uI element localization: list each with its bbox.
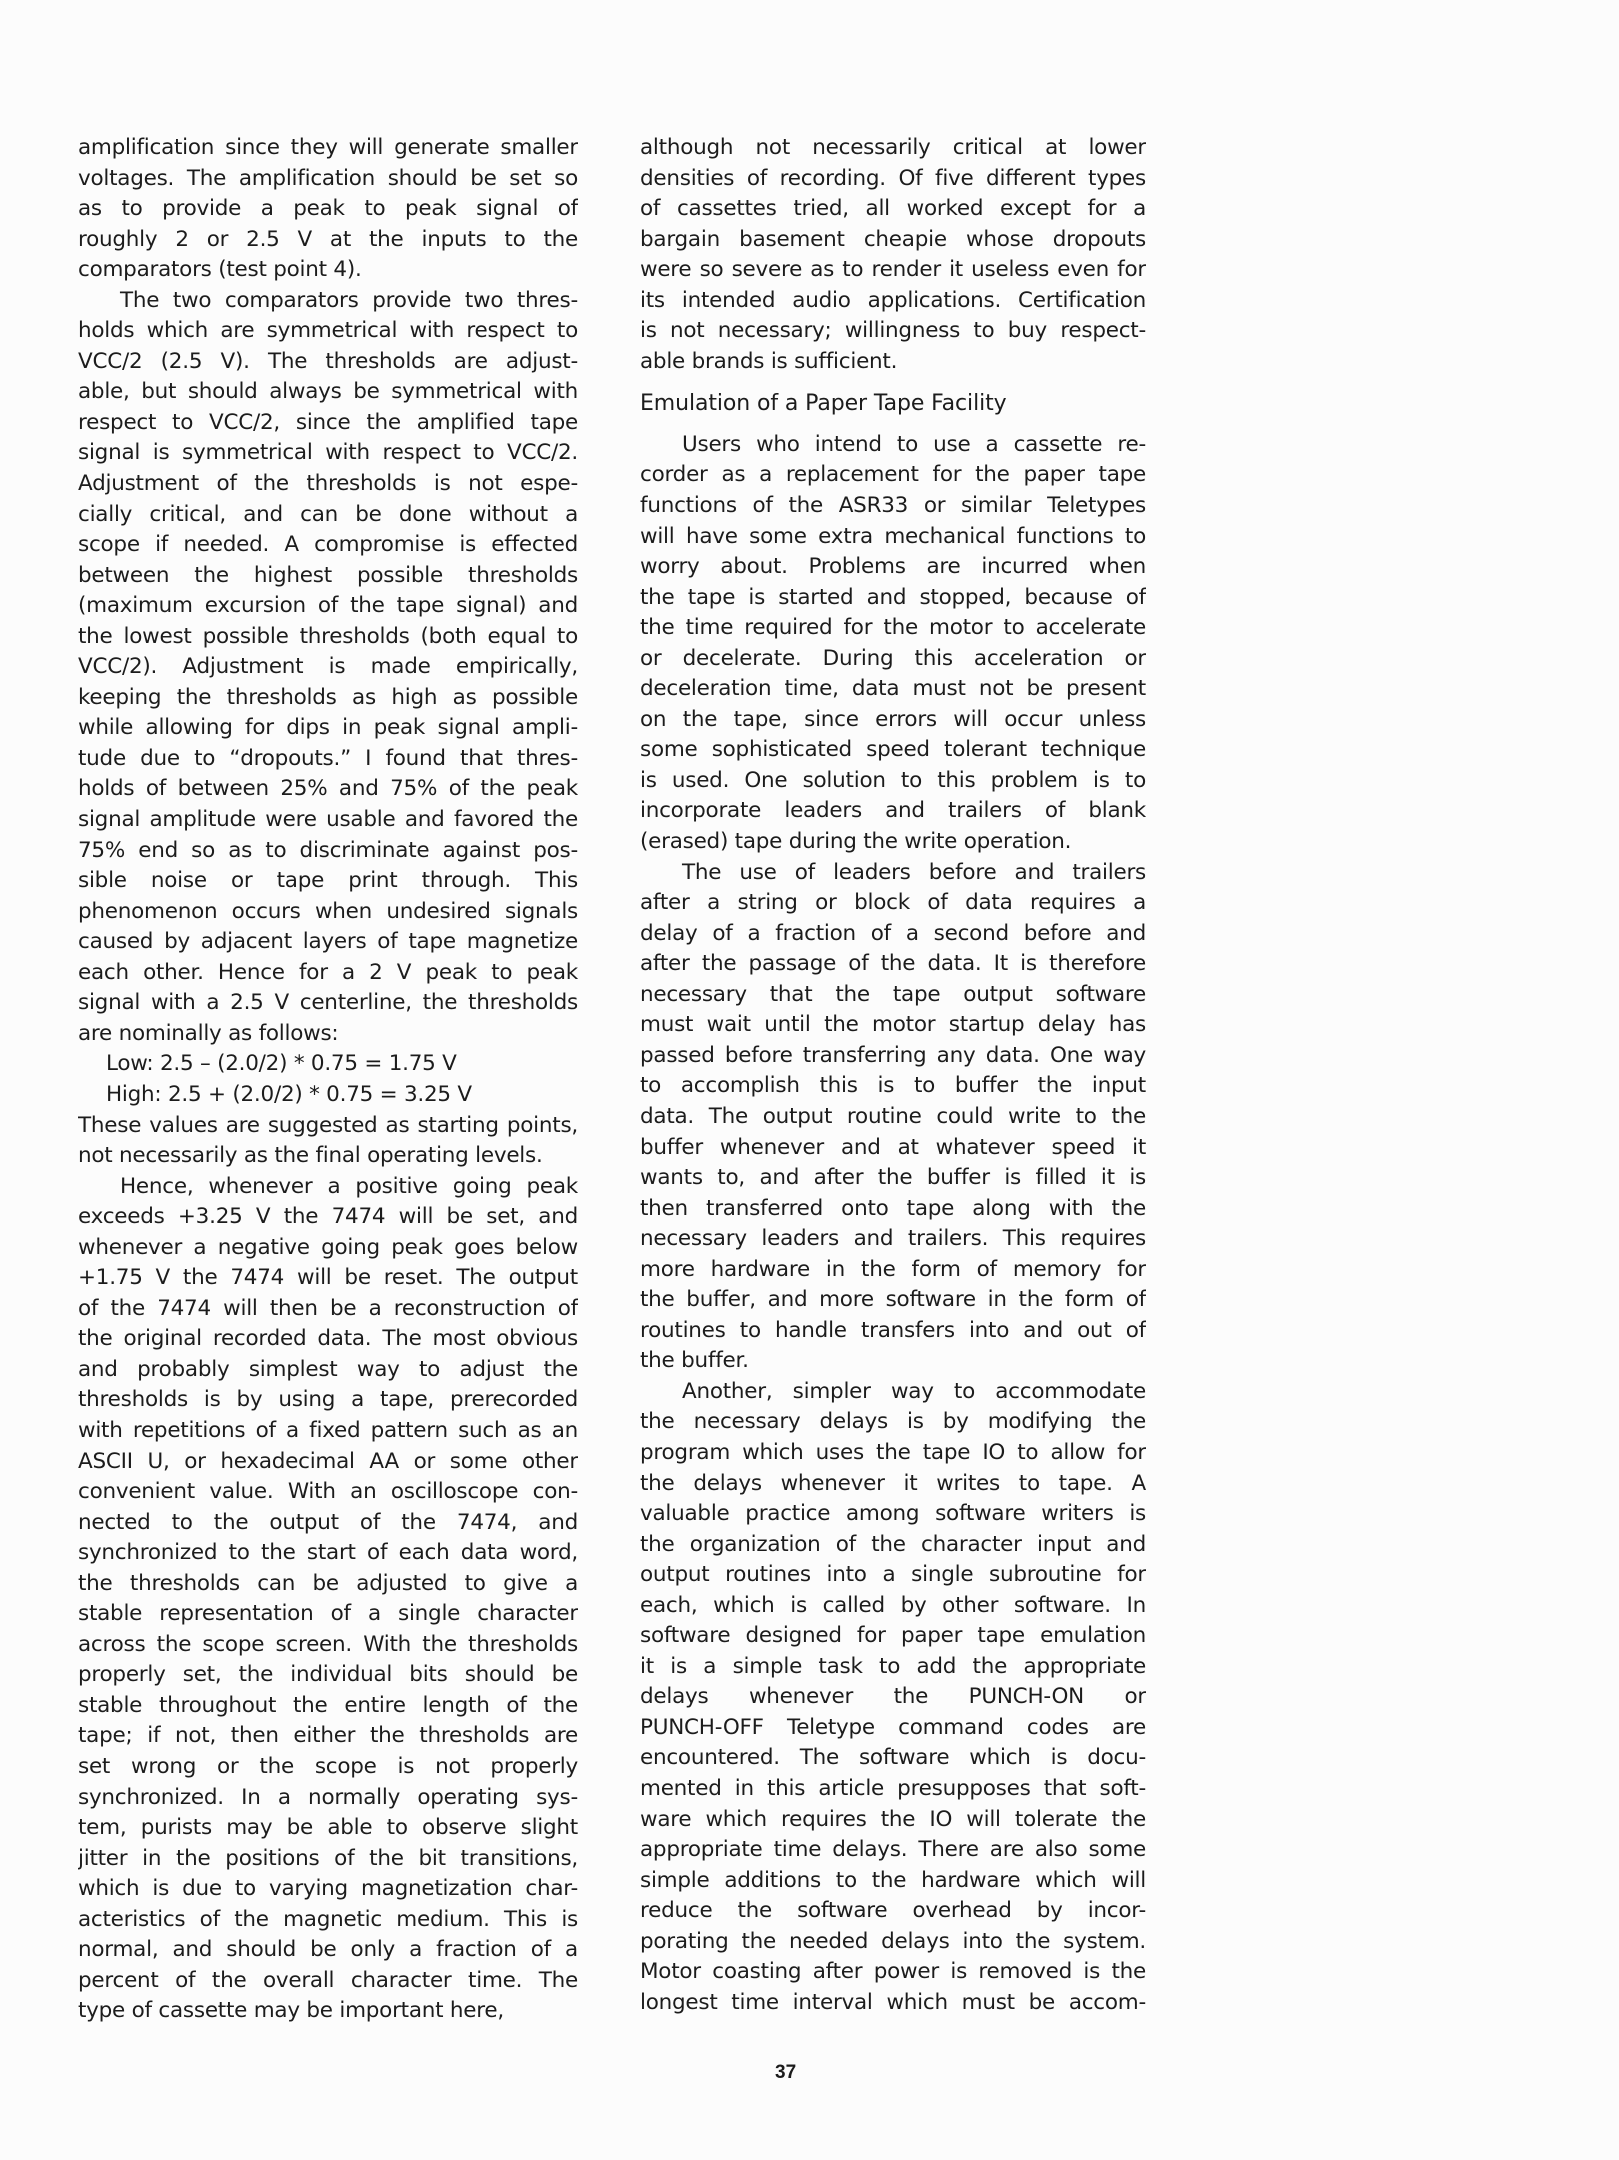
text-line: routines to handle transfers into and out of bbox=[640, 1317, 1146, 1343]
text-line: signal is symmetrical with respect to VCC/2. bbox=[78, 440, 578, 466]
text-line: cially critical, and can be done without a bbox=[78, 501, 578, 527]
text-line: longest time interval which must be accom- bbox=[640, 1989, 1146, 2015]
text-line: the lowest possible thresholds (both equal to bbox=[78, 623, 578, 649]
text-line: the original recorded data. The most obvious bbox=[78, 1326, 578, 1352]
text-line: is not necessary; willingness to buy respect- bbox=[640, 318, 1146, 344]
text-line: more hardware in the form of memory for bbox=[640, 1256, 1146, 1282]
text-line: the necessary delays is by modifying the bbox=[640, 1409, 1146, 1435]
text-line: necessary that the tape output software bbox=[640, 981, 1146, 1007]
text-line: across the scope screen. With the thresholds bbox=[78, 1631, 578, 1657]
text-line: convenient value. With an oscilloscope con- bbox=[78, 1479, 578, 1505]
text-line: holds of between 25% and 75% of the peak bbox=[78, 776, 578, 802]
text-line: appropriate time delays. There are also some bbox=[640, 1837, 1146, 1863]
text-line: output routines into a single subroutine for bbox=[640, 1562, 1146, 1588]
text-line: Adjustment of the thresholds is not espe- bbox=[78, 471, 578, 497]
text-line: will have some extra mechanical functions to bbox=[640, 523, 1146, 549]
text-line: necessary leaders and trailers. This requires bbox=[640, 1226, 1146, 1252]
text-line: or decelerate. During this acceleration or bbox=[640, 645, 1146, 671]
text-line: then transferred onto tape along with the bbox=[640, 1195, 1146, 1221]
text-line: porating the needed delays into the system. bbox=[640, 1928, 1146, 1954]
text-line: on the tape, since errors will occur unless bbox=[640, 706, 1146, 732]
text-line: worry about. Problems are incurred when bbox=[640, 554, 1146, 580]
text-line: amplification since they will generate smaller bbox=[78, 135, 578, 160]
text-line: the delays whenever it writes to tape. A bbox=[640, 1470, 1146, 1496]
text-line: tem, purists may be able to observe slight bbox=[78, 1815, 578, 1841]
text-line: exceeds +3.25 V the 7474 will be set, and bbox=[78, 1204, 578, 1230]
text-line: tude due to “dropouts.” I found that thres- bbox=[78, 745, 578, 771]
formula-line: High: 2.5 + (2.0/2) * 0.75 = 3.25 V bbox=[106, 1081, 472, 1107]
text-line: (maximum excursion of the tape signal) and bbox=[78, 593, 578, 619]
text-line: properly set, the individual bits should be bbox=[78, 1662, 578, 1688]
text-line: are nominally as follows: bbox=[78, 1020, 339, 1046]
text-line: Another, simpler way to accommodate bbox=[682, 1378, 1146, 1404]
text-line: whenever a negative going peak goes below bbox=[78, 1234, 578, 1260]
text-line: type of cassette may be important here, bbox=[78, 1998, 504, 2024]
text-line: not necessarily as the final operating levels. bbox=[78, 1143, 543, 1169]
text-line: buffer whenever and at whatever speed it bbox=[640, 1134, 1146, 1160]
text-line: synchronized. In a normally operating sys- bbox=[78, 1784, 578, 1810]
text-line: program which uses the tape IO to allow for bbox=[640, 1439, 1146, 1465]
text-line: voltages. The amplification should be set so bbox=[78, 165, 578, 191]
text-line: were so severe as to render it useless even for bbox=[640, 257, 1146, 283]
text-line: keeping the thresholds as high as possible bbox=[78, 684, 578, 710]
section-heading: Emulation of a Paper Tape Facility bbox=[640, 391, 1007, 417]
text-line: jitter in the positions of the bit transitions, bbox=[78, 1845, 578, 1871]
text-line: the buffer, and more software in the form of bbox=[640, 1287, 1146, 1313]
text-line: its intended audio applications. Certification bbox=[640, 287, 1146, 313]
text-line: ware which requires the IO will tolerate the bbox=[640, 1806, 1146, 1832]
text-line: comparators (test point 4). bbox=[78, 257, 362, 283]
text-line: roughly 2 or 2.5 V at the inputs to the bbox=[78, 226, 578, 252]
text-line: the buffer. bbox=[640, 1348, 749, 1374]
left-column bbox=[78, 133, 578, 2027]
text-line: reduce the software overhead by incor- bbox=[640, 1898, 1146, 1924]
text-line: each, which is called by other software. In bbox=[640, 1592, 1146, 1618]
text-line: bargain basement cheapie whose dropouts bbox=[640, 226, 1146, 252]
text-line: data. The output routine could write to the bbox=[640, 1103, 1146, 1129]
text-line: while allowing for dips in peak signal ampli- bbox=[78, 715, 578, 741]
text-line: set wrong or the scope is not properly bbox=[78, 1753, 578, 1779]
text-line: percent of the overall character time. The bbox=[78, 1967, 578, 1993]
formula-line: Low: 2.5 – (2.0/2) * 0.75 = 1.75 V bbox=[106, 1051, 457, 1077]
text-line: sible noise or tape print through. This bbox=[78, 868, 578, 894]
right-column bbox=[640, 133, 1146, 2018]
text-line: must wait until the motor startup delay has bbox=[640, 1012, 1146, 1038]
text-line: of cassettes tried, all worked except for a bbox=[640, 196, 1146, 222]
text-line: valuable practice among software writers is bbox=[640, 1501, 1146, 1527]
text-line: Users who intend to use a cassette re- bbox=[682, 431, 1146, 457]
text-line: encountered. The software which is docu- bbox=[640, 1745, 1146, 1771]
text-line: 75% end so as to discriminate against pos- bbox=[78, 837, 578, 863]
text-line: VCC/2). Adjustment is made empirically, bbox=[78, 654, 578, 680]
text-line: after a string or block of data requires a bbox=[640, 890, 1146, 916]
text-line: able, but should always be symmetrical with bbox=[78, 379, 578, 405]
text-line: after the passage of the data. It is therefore bbox=[640, 951, 1146, 977]
text-line: although not necessarily critical at lower bbox=[640, 135, 1146, 160]
text-line: functions of the ASR33 or similar Teletypes bbox=[640, 493, 1146, 519]
text-line: mented in this article presupposes that soft- bbox=[640, 1775, 1146, 1801]
text-line: synchronized to the start of each data word, bbox=[78, 1540, 578, 1566]
text-line: the thresholds can be adjusted to give a bbox=[78, 1570, 578, 1596]
text-line: delay of a fraction of a second before and bbox=[640, 920, 1146, 946]
text-line: wants to, and after the buffer is filled it is bbox=[640, 1165, 1146, 1191]
page-number: 37 bbox=[775, 2062, 797, 2083]
text-line: stable throughout the entire length of the bbox=[78, 1692, 578, 1718]
text-line: nected to the output of the 7474, and bbox=[78, 1509, 578, 1535]
text-line: scope if needed. A compromise is effected bbox=[78, 532, 578, 558]
text-line: +1.75 V the 7474 will be reset. The output bbox=[78, 1265, 578, 1291]
text-line: the tape is started and stopped, because of bbox=[640, 584, 1146, 610]
text-line: corder as a replacement for the paper tape bbox=[640, 462, 1146, 488]
text-line: the organization of the character input and bbox=[640, 1531, 1146, 1557]
text-line: the time required for the motor to accelerate bbox=[640, 615, 1146, 641]
text-line: The two comparators provide two thres- bbox=[120, 287, 578, 313]
text-line: PUNCH-OFF Teletype command codes are bbox=[640, 1714, 1146, 1740]
text-line: each other. Hence for a 2 V peak to peak bbox=[78, 959, 578, 985]
text-line: VCC/2 (2.5 V). The thresholds are adjust- bbox=[78, 348, 578, 374]
text-line: densities of recording. Of five different types bbox=[640, 165, 1146, 191]
text-line: acteristics of the magnetic medium. This is bbox=[78, 1906, 578, 1932]
text-line: is used. One solution to this problem is to bbox=[640, 767, 1146, 793]
text-line: signal amplitude were usable and favored the bbox=[78, 807, 578, 833]
text-line: respect to VCC/2, since the amplified tape bbox=[78, 409, 578, 435]
text-line: deceleration time, data must not be present bbox=[640, 676, 1146, 702]
text-line: thresholds is by using a tape, prerecorded bbox=[78, 1387, 578, 1413]
text-line: normal, and should be only a fraction of a bbox=[78, 1937, 578, 1963]
text-line: These values are suggested as starting points, bbox=[78, 1112, 578, 1138]
text-line: as to provide a peak to peak signal of bbox=[78, 196, 578, 222]
text-line: caused by adjacent layers of tape magnetize bbox=[78, 929, 578, 955]
text-line: with repetitions of a fixed pattern such as an bbox=[78, 1417, 578, 1443]
text-line: and probably simplest way to adjust the bbox=[78, 1356, 578, 1382]
text-line: which is due to varying magnetization char- bbox=[78, 1876, 578, 1902]
text-line: passed before transferring any data. One way bbox=[640, 1042, 1146, 1068]
text-line: tape; if not, then either the thresholds are bbox=[78, 1723, 578, 1749]
text-line: able brands is sufficient. bbox=[640, 348, 898, 374]
text-line: of the 7474 will then be a reconstruction of bbox=[78, 1295, 578, 1321]
text-line: some sophisticated speed tolerant technique bbox=[640, 737, 1146, 763]
text-line: The use of leaders before and trailers bbox=[682, 859, 1146, 885]
text-line: Hence, whenever a positive going peak bbox=[120, 1173, 578, 1199]
text-line: between the highest possible thresholds bbox=[78, 562, 578, 588]
text-line: simple additions to the hardware which will bbox=[640, 1867, 1146, 1893]
text-line: stable representation of a single character bbox=[78, 1601, 578, 1627]
text-line: software designed for paper tape emulation bbox=[640, 1623, 1146, 1649]
text-line: (erased) tape during the write operation. bbox=[640, 829, 1072, 855]
text-line: signal with a 2.5 V centerline, the thresholds bbox=[78, 990, 578, 1016]
text-line: phenomenon occurs when undesired signals bbox=[78, 898, 578, 924]
text-line: incorporate leaders and trailers of blank bbox=[640, 798, 1146, 824]
text-line: it is a simple task to add the appropriate bbox=[640, 1653, 1146, 1679]
text-line: delays whenever the PUNCH-ON or bbox=[640, 1684, 1146, 1710]
text-line: ASCII U, or hexadecimal AA or some other bbox=[78, 1448, 578, 1474]
text-line: to accomplish this is to buffer the input bbox=[640, 1073, 1146, 1099]
text-line: Motor coasting after power is removed is the bbox=[640, 1959, 1146, 1985]
text-line: holds which are symmetrical with respect to bbox=[78, 318, 578, 344]
